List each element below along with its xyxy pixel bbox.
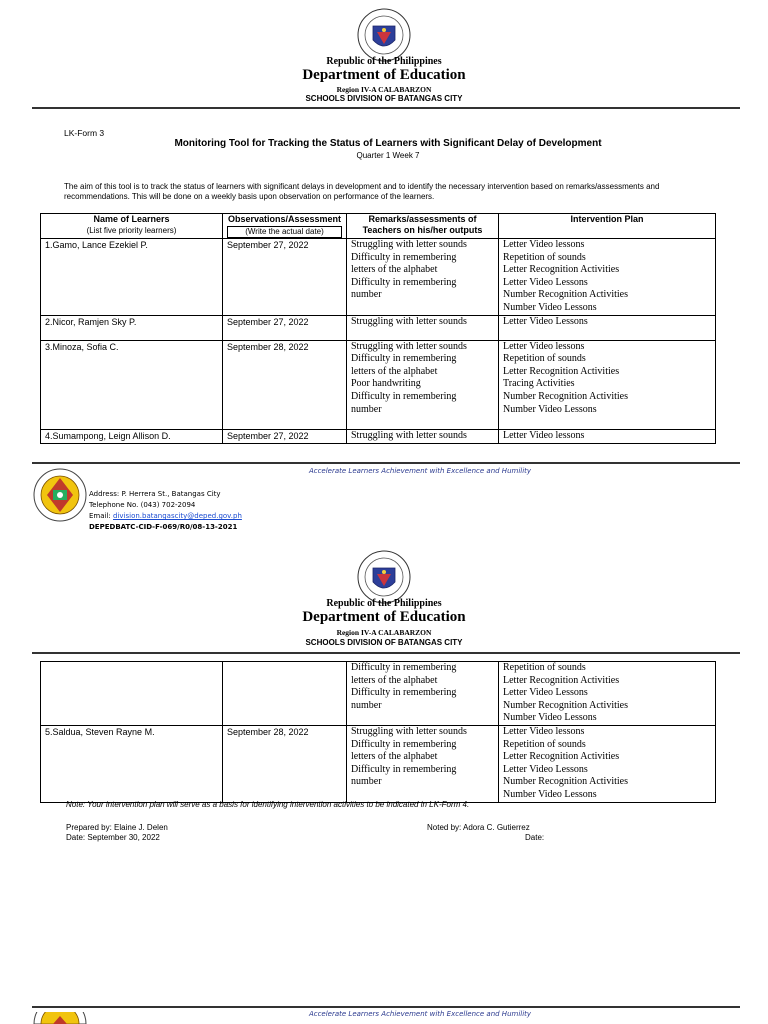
intervention-plan: Letter Video lessons Repetition of sounds Letter Recognition Activities Letter Video Lessons Number Recognition Activities Number Video Lessons [499, 239, 716, 316]
observation-date: September 27, 2022 [223, 239, 347, 316]
teacher-remarks: Struggling with letter sounds Difficulty in remembering letters of the alphabet Poor handwriting Difficulty in remembering number [347, 340, 499, 429]
republic-line: Republic of the Philippines [326, 598, 442, 609]
footer-divider [32, 462, 740, 464]
department-title: Department of Education [302, 67, 466, 83]
col-name-header: Name of Learners (List five priority learners) [41, 214, 223, 239]
header-divider [32, 652, 740, 654]
footer-email-link[interactable]: division.batangascity@deped.gov.ph [113, 512, 242, 520]
learners-table [40, 213, 716, 444]
learner-name: 1.Gamo, Lance Ezekiel P. [41, 239, 223, 316]
footer-tagline: Accelerate Learners Achievement with Excellence and Humility [308, 467, 532, 475]
intervention-note: Note: Your intervention plan will serve as a basis for identifying intervention activities to be indicated in LK-Form 4. [66, 800, 470, 809]
division-line: SCHOOLS DIVISION OF BATANGAS CITY [305, 638, 463, 647]
deped-seal-icon [357, 550, 411, 604]
form-title: Monitoring Tool for Tracking the Status of Learners with Significant Delay of Development [174, 138, 602, 149]
teacher-remarks: Difficulty in remembering letters of the alphabet Difficulty in remembering number [347, 662, 499, 726]
col-remarks-header: Remarks/assessments of Teachers on his/her outputs [347, 214, 499, 239]
deped-seal-icon [357, 8, 411, 62]
footer-email-line [89, 512, 242, 522]
table-row [41, 239, 716, 316]
footer-email-label: Email: [89, 512, 114, 520]
intervention-plan: Letter Video lessons Repetition of sounds Letter Recognition Activities Letter Video Lessons Number Recognition Activities Number Video Lessons [499, 725, 716, 802]
table-row [41, 340, 716, 429]
division-line: SCHOOLS DIVISION OF BATANGAS CITY [305, 94, 463, 103]
region-line: Region IV-A CALABARZON [336, 85, 432, 94]
table-header-row [41, 214, 716, 239]
intervention-plan: Letter Video Lessons [499, 315, 716, 340]
footer-divider [32, 1006, 740, 1008]
observation-date: September 27, 2022 [223, 429, 347, 443]
learner-name: 2.Nicor, Ramjen Sky P. [41, 315, 223, 340]
form-aim: The aim of this tool is to track the status of learners with significant delays in development and to identify the necessary intervention based on remarks/assessments and recommendations. This will be done on a weekly basis upon observation on performance of the learners. [64, 182, 660, 201]
observation-date: September 27, 2022 [223, 315, 347, 340]
intervention-plan: Letter Video lessons [499, 429, 716, 443]
footer-telephone: Telephone No. (043) 702-2094 [89, 501, 196, 509]
learner-name [41, 662, 223, 726]
region-line: Region IV-A CALABARZON [336, 628, 432, 637]
division-seal-icon [33, 468, 87, 522]
table-row [41, 429, 716, 443]
prepared-by: Prepared by: Elaine J. Delen [66, 823, 168, 832]
footer-address: Address: P. Herrera St., Batangas City [89, 490, 221, 498]
learner-name: 4.Sumampong, Leign Allison D. [41, 429, 223, 443]
noted-date: Date: [525, 833, 545, 842]
col-observation-header: Observations/Assessment (Write the actual date) [223, 214, 347, 239]
teacher-remarks: Struggling with letter sounds [347, 429, 499, 443]
header-divider [32, 107, 740, 109]
col-plan-header: Intervention Plan [499, 214, 716, 239]
noted-by: Noted by: Adora C. Gutierrez [427, 823, 530, 832]
footer-doc-code: DEPEDBATC-CID-F-069/R0/08-13-2021 [89, 523, 238, 531]
form-code: LK-Form 3 [64, 128, 105, 138]
teacher-remarks: Struggling with letter sounds Difficulty in remembering letters of the alphabet Difficulty in remembering number [347, 239, 499, 316]
division-seal-icon [33, 1012, 87, 1024]
teacher-remarks: Struggling with letter sounds [347, 315, 499, 340]
prepared-date: Date: September 30, 2022 [66, 833, 160, 842]
table-row [41, 725, 716, 802]
learners-table-continued [40, 661, 716, 803]
department-title: Department of Education [302, 609, 466, 625]
intervention-plan: Repetition of sounds Letter Recognition Activities Letter Video Lessons Number Recognition Activities Number Video Lessons [499, 662, 716, 726]
form-period: Quarter 1 Week 7 [356, 151, 420, 160]
footer-tagline: Accelerate Learners Achievement with Excellence and Humility [308, 1010, 532, 1018]
observation-date: September 28, 2022 [223, 725, 347, 802]
table-row [41, 662, 716, 726]
table-row [41, 315, 716, 340]
republic-line: Republic of the Philippines [326, 56, 442, 67]
observation-date [223, 662, 347, 726]
learner-name: 5.Saldua, Steven Rayne M. [41, 725, 223, 802]
learner-name: 3.Minoza, Sofia C. [41, 340, 223, 429]
observation-date: September 28, 2022 [223, 340, 347, 429]
intervention-plan: Letter Video lessons Repetition of sounds Letter Recognition Activities Tracing Activities Number Recognition Activities Number Video Lessons [499, 340, 716, 429]
teacher-remarks: Struggling with letter sounds Difficulty in remembering letters of the alphabet Difficulty in remembering number [347, 725, 499, 802]
